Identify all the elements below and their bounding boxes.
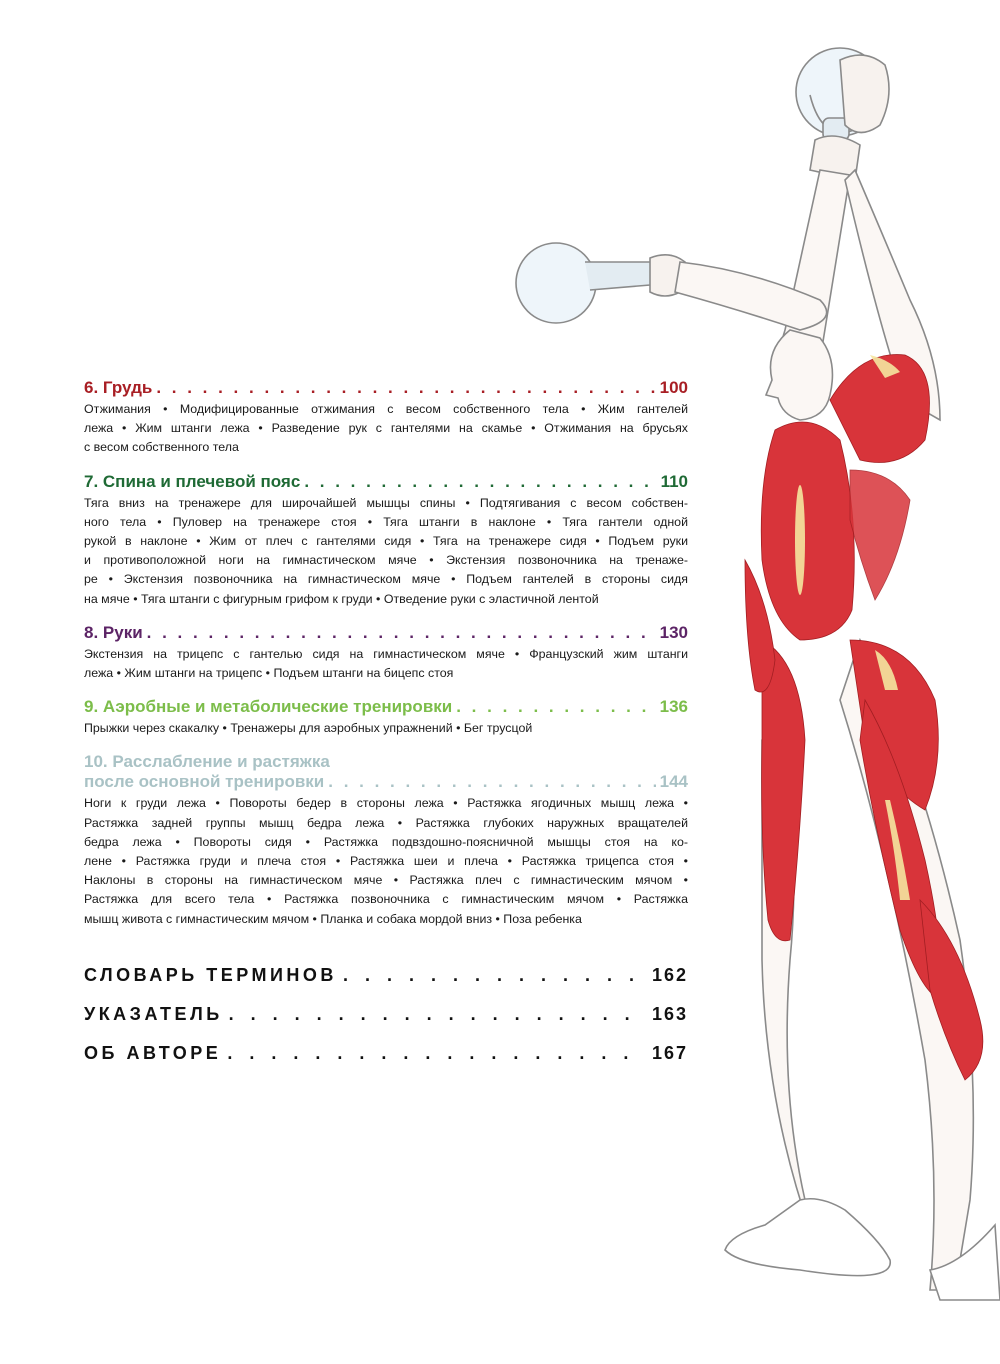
chapter-page-number: 144 (659, 772, 688, 792)
chapter-exercise-list (84, 719, 688, 738)
dot-leader (156, 378, 655, 398)
exercise-line: ре • Экстензия позвоночника на гимнастическом мяче • Подъем гантелей в стороны сидя (84, 572, 688, 587)
exercise-line: мышц живота с гимнастическим мячом • Планка и собака мордой вниз • Поза ребенка (84, 911, 582, 926)
exercise-line: Прыжки через скакалку • Тренажеры для аэробных упражнений • Бег трусцой (84, 721, 533, 736)
exercise-line: Ноги к груди лежа • Повороты бедер в стороны лежа • Растяжка ягодичных мышц лежа • (84, 796, 688, 811)
entry-title: УКАЗАТЕЛЬ (84, 1004, 223, 1024)
exercise-line: ного тела • Пуловер на тренажере стоя • Тяга штанги в наклоне • Тяга гантели одной (84, 514, 688, 529)
toc-entry-about-author[interactable] (84, 1043, 688, 1082)
exercise-line: бедра лежа • Повороты сидя • Растяжка подвздошно-поясничной мышцы стоя на ко- (84, 834, 688, 849)
chapter-exercise-list (84, 494, 688, 609)
chapter-page-number: 136 (659, 697, 688, 717)
exercise-line: Растяжка для всего тела • Растяжка позвоночника с гимнастическим мячом • Растяжка (84, 892, 688, 907)
toc-backmatter (84, 965, 688, 1082)
chapter-heading (84, 697, 688, 717)
toc-chapter-8[interactable] (84, 623, 688, 683)
toc-chapter-10[interactable] (84, 752, 688, 928)
exercise-line: Экстензия на трицепс с гантелью сидя на гимнастическом мяче • Французский жим штанги (84, 646, 688, 661)
exercise-line: Наклоны в стороны на гимнастическом мяче • Растяжка плеч с гимнастическим мячом • (84, 873, 688, 888)
dot-leader (328, 772, 655, 792)
toc-chapter-7[interactable] (84, 472, 688, 609)
toc-chapter-6[interactable] (84, 378, 688, 458)
toc-chapter-9[interactable] (84, 697, 688, 738)
chapter-page-number: 130 (659, 622, 688, 642)
chapter-title: 7. Спина и плечевой пояс (84, 471, 301, 491)
toc-entry-index[interactable] (84, 1004, 688, 1043)
exercise-line: с весом собственного тела (84, 440, 239, 455)
exercise-line: и противоположной ноги на гимнастическом мяче • Экстензия позвоночника на тренаже- (84, 553, 688, 568)
exercise-line: лене • Растяжка груди и плеча стоя • Растяжка шеи и плеча • Растяжка трицепса стоя • (84, 854, 688, 869)
entry-title: ОБ АВТОРЕ (84, 1043, 222, 1063)
table-of-contents (84, 378, 688, 943)
chapter-heading (84, 378, 688, 398)
exercise-line: Тяга вниз на тренажере для широчайшей мышцы спины • Подтягивания с весом собствен- (84, 495, 688, 510)
dot-leader (304, 472, 656, 492)
exercise-line: на мяче • Тяга штанги с фигурным грифом к груди • Отведение руки с эластичной лентой (84, 591, 599, 606)
exercise-line: Растяжка задней группы мышц бедра лежа • Растяжка глубоких наружных вращателей (84, 815, 688, 830)
exercise-line: рукой в наклоне • Жим от плеч с гантелями сидя • Тяга на тренажере сидя • Подъем руки (84, 534, 688, 549)
kettlebell-lower (516, 243, 658, 323)
entry-page-number: 163 (651, 1004, 688, 1024)
dot-leader (229, 1004, 646, 1025)
chapter-exercise-list (84, 645, 688, 683)
chapter-page-number: 100 (659, 378, 688, 397)
chapter-exercise-list (84, 400, 688, 458)
chapter-title-line-2: после основной тренировки (84, 772, 325, 792)
entry-page-number: 167 (651, 1043, 688, 1063)
chapter-exercise-list (84, 794, 688, 928)
chapter-heading (84, 752, 688, 792)
chapter-title: 8. Руки (84, 622, 143, 642)
toc-entry-glossary[interactable] (84, 965, 688, 1004)
entry-page-number: 162 (651, 965, 688, 985)
exercise-line: Отжимания • Модифицированные отжимания с весом собственного тела • Жим гантелей (84, 402, 688, 416)
chapter-heading (84, 623, 688, 643)
chapter-title-line-1: 10. Расслабление и растяжка (84, 752, 330, 772)
entry-title: СЛОВАРЬ ТЕРМИНОВ (84, 965, 337, 985)
chapter-title: 6. Грудь (84, 378, 153, 397)
dot-leader (147, 623, 656, 643)
chapter-title: 9. Аэробные и метаболические тренировки (84, 697, 453, 717)
chapter-heading (84, 472, 688, 492)
exercise-line: лежа • Жим штанги на трицепс • Подъем штанги на бицепс стоя (84, 666, 454, 681)
chapter-page-number: 110 (660, 471, 688, 491)
exercise-line: лежа • Жим штанги лежа • Разведение рук с гантелями на скамье • Отжимания на брусьях (84, 421, 688, 436)
dot-leader (227, 1043, 646, 1064)
dot-leader (456, 697, 655, 717)
dot-leader (343, 965, 646, 986)
